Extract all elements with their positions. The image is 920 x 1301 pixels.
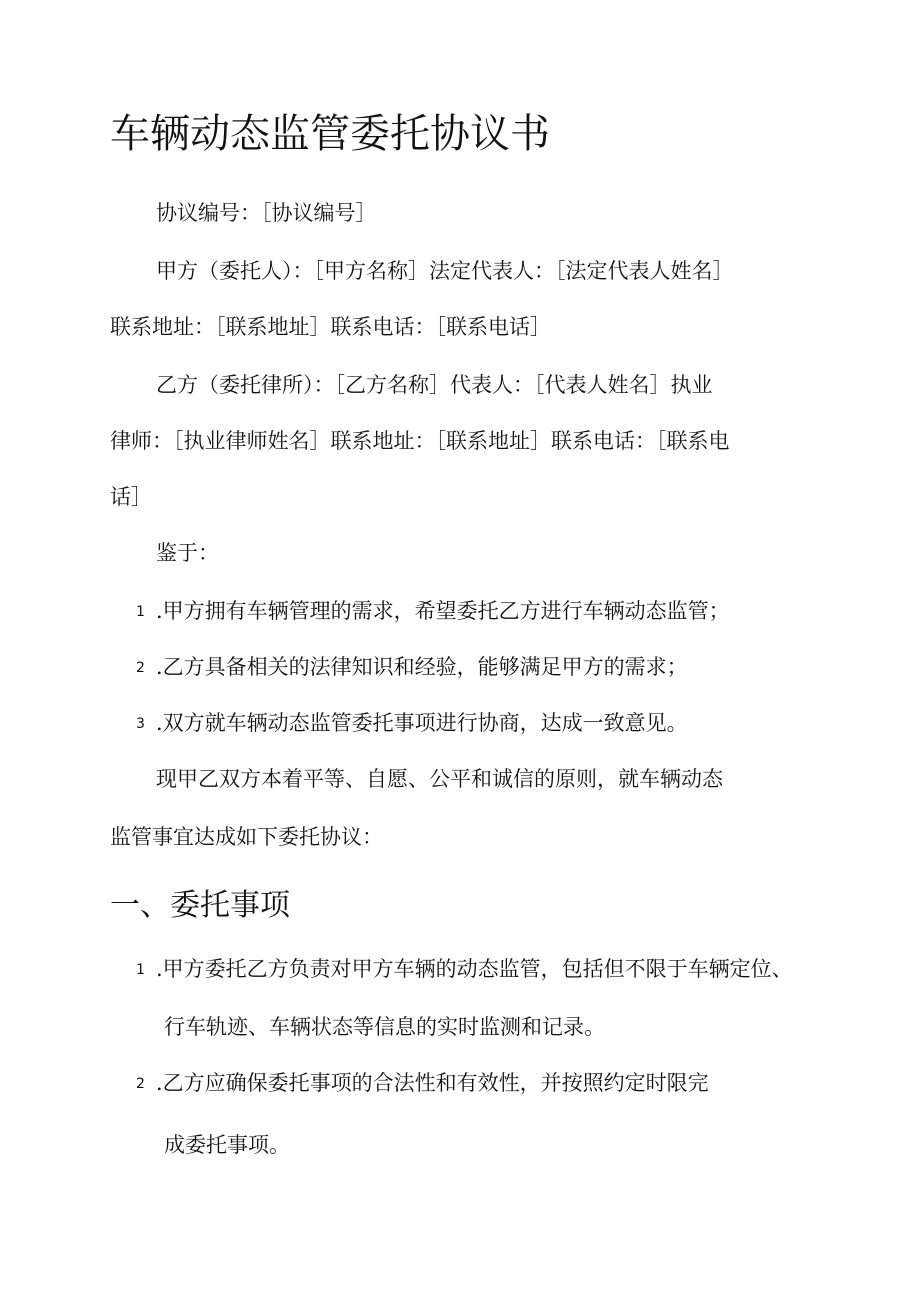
party-b-line-3: 话］ [110, 485, 152, 509]
list-item-text: .双方就车辆动态监管委托事项进行协商，达成一致意见。 [156, 711, 688, 735]
preamble-line-2: 监管事宜达成如下委托协议： [110, 825, 383, 849]
list-item-text: .乙方应确保委托事项的合法性和有效性，并按照约定时限完 [156, 1071, 709, 1095]
list-number: 2 [136, 1076, 145, 1092]
section-1-item-2-continuation: 成委托事项。 [164, 1133, 290, 1157]
whereas-item-2 [136, 652, 688, 683]
section-1-item-1-continuation: 行车轨迹、车辆状态等信息的实时监测和记录。 [164, 1015, 605, 1039]
section-1-item-2 [136, 1068, 709, 1099]
party-a-line-2: 联系地址：［联系地址］联系电话：［联系电话］ [110, 315, 551, 339]
agreement-number: 协议编号：［协议编号］ [156, 201, 377, 225]
list-item-text: .甲方委托乙方负责对甲方车辆的动态监管，包括但不限于车辆定位、 [156, 957, 793, 981]
list-number: 2 [136, 660, 145, 676]
list-number: 1 [136, 962, 145, 978]
preamble-line-1: 现甲乙双方本着平等、自愿、公平和诚信的原则，就车辆动态 [156, 767, 723, 791]
whereas-item-1 [136, 596, 730, 627]
list-number: 1 [136, 604, 145, 620]
whereas-label: 鉴于： [156, 541, 219, 565]
party-b-line-1: 乙方（委托律所）：［乙方名称］代表人：［代表人姓名］执业 [156, 373, 713, 397]
section-1-heading: 一、委托事项 [110, 888, 290, 923]
list-number: 3 [136, 716, 145, 732]
list-item-text: .甲方拥有车辆管理的需求，希望委托乙方进行车辆动态监管； [156, 599, 730, 623]
party-b-line-2: 律师：［执业律师姓名］联系地址：［联系地址］联系电话：［联系电 [110, 429, 730, 453]
list-item-text: .乙方具备相关的法律知识和经验，能够满足甲方的需求； [156, 655, 688, 679]
section-1-item-1 [136, 954, 793, 985]
whereas-item-3 [136, 708, 688, 739]
document-title: 车辆动态监管委托协议书 [110, 111, 550, 157]
party-a-line-1: 甲方（委托人）：［甲方名称］法定代表人：［法定代表人姓名］ [156, 259, 734, 283]
